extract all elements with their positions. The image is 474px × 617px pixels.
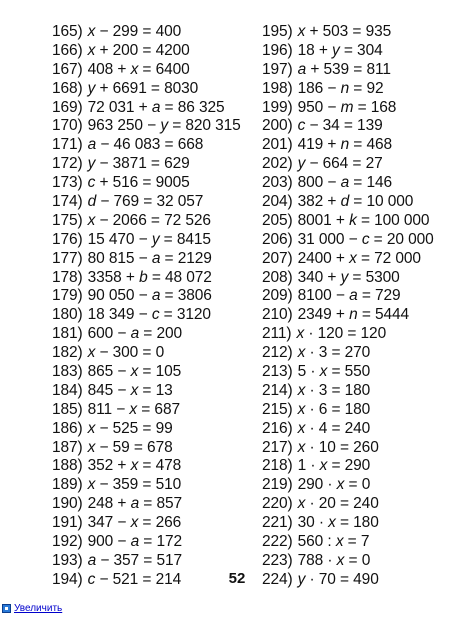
exercise-row xyxy=(262,23,434,42)
exercise-row xyxy=(262,193,434,212)
exercise-number: 181) xyxy=(52,325,83,343)
exercise-row xyxy=(262,457,434,476)
exercise-number: 192) xyxy=(52,533,83,551)
exercise-equation: d − 769 = 32 057 xyxy=(87,193,204,211)
exercise-equation: x · 10 = 260 xyxy=(297,438,379,456)
exercise-equation: x − 299 = 400 xyxy=(87,23,182,40)
exercise-number: 210) xyxy=(262,306,293,324)
exercise-row xyxy=(52,269,241,288)
exercise-row xyxy=(262,344,434,363)
exercise-number: 197) xyxy=(262,60,293,78)
exercise-equation: a + 539 = 811 xyxy=(297,60,391,78)
exercise-equation: 72 031 + a = 86 325 xyxy=(87,98,225,116)
exercise-row xyxy=(52,231,241,250)
exercise-equation: x · 6 = 180 xyxy=(297,400,371,418)
exercise-number: 168) xyxy=(52,79,83,97)
exercise-equation: 382 + d = 10 000 xyxy=(297,193,414,211)
exercise-row xyxy=(52,42,241,61)
exercise-row xyxy=(262,212,434,231)
exercise-number: 169) xyxy=(52,98,83,116)
exercise-number: 211) xyxy=(262,325,292,343)
exercise-number: 173) xyxy=(52,174,83,192)
exercise-equation: 80 815 − a = 2129 xyxy=(87,249,212,267)
exercise-number: 218) xyxy=(262,457,293,475)
exercise-equation: 419 + n = 468 xyxy=(297,136,393,154)
exercise-number: 188) xyxy=(52,457,83,475)
exercise-row xyxy=(52,382,241,401)
exercise-row xyxy=(262,287,434,306)
exercise-row xyxy=(52,117,241,136)
exercise-row xyxy=(52,99,241,118)
exercise-equation: 408 + x = 6400 xyxy=(87,60,190,78)
exercise-row xyxy=(52,533,241,552)
exercise-number: 179) xyxy=(52,287,83,305)
exercise-equation: 5 · x = 550 xyxy=(297,363,371,381)
exercise-number: 186) xyxy=(52,419,83,437)
exercise-number: 217) xyxy=(262,438,293,456)
exercise-equation: 3358 + b = 48 072 xyxy=(87,268,212,286)
exercise-number: 208) xyxy=(262,268,293,286)
exercise-number: 175) xyxy=(52,211,83,229)
exercise-row xyxy=(52,420,241,439)
exercise-equation: 18 349 − c = 3120 xyxy=(87,306,211,324)
exercise-equation: 186 − n = 92 xyxy=(297,79,384,97)
exercise-row xyxy=(262,269,434,288)
exercise-number: 190) xyxy=(52,495,83,513)
exercise-number: 198) xyxy=(262,79,293,97)
exercise-equation: 340 + y = 5300 xyxy=(297,268,400,286)
exercise-row xyxy=(52,439,241,458)
exercise-equation: y · 70 = 490 xyxy=(297,570,379,588)
exercise-row xyxy=(262,476,434,495)
exercise-number: 182) xyxy=(52,344,83,362)
exercise-number: 176) xyxy=(52,230,83,248)
exercise-number: 167) xyxy=(52,60,83,78)
exercise-row xyxy=(262,99,434,118)
exercise-number: 201) xyxy=(262,136,293,154)
exercise-equation: a − 357 = 517 xyxy=(87,551,183,569)
zoom-icon xyxy=(2,604,11,613)
exercise-row xyxy=(262,495,434,514)
exercise-row xyxy=(52,363,241,382)
exercise-row xyxy=(262,250,434,269)
exercise-equation: 845 − x = 13 xyxy=(87,381,173,399)
exercise-row xyxy=(262,439,434,458)
exercise-row xyxy=(262,382,434,401)
exercise-equation: x − 300 = 0 xyxy=(87,344,165,362)
exercise-equation: 950 − m = 168 xyxy=(297,98,397,116)
exercise-number: 223) xyxy=(262,551,293,569)
exercise-equation: 8001 + k = 100 000 xyxy=(297,211,430,229)
exercise-row xyxy=(52,325,241,344)
exercise-row xyxy=(52,136,241,155)
exercise-number: 165) xyxy=(52,23,83,40)
exercise-number: 194) xyxy=(52,570,83,588)
exercise-number: 193) xyxy=(52,551,83,569)
exercise-row xyxy=(262,117,434,136)
exercise-number: 199) xyxy=(262,98,293,116)
exercise-equation: 600 − a = 200 xyxy=(87,325,183,343)
exercise-number: 205) xyxy=(262,211,293,229)
exercise-equation: 18 + y = 304 xyxy=(297,41,383,59)
exercise-equation: y − 3871 = 629 xyxy=(87,155,190,173)
exercise-row xyxy=(262,42,434,61)
exercise-number: 170) xyxy=(52,117,83,135)
exercise-number: 221) xyxy=(262,514,293,532)
exercise-row xyxy=(262,363,434,382)
exercise-equation: 2400 + x = 72 000 xyxy=(297,249,421,267)
exercise-row xyxy=(262,552,434,571)
exercise-row xyxy=(52,306,241,325)
exercise-equation: c − 521 = 214 xyxy=(87,570,182,588)
exercise-equation: y + 6691 = 8030 xyxy=(87,79,199,97)
exercise-number: 213) xyxy=(262,363,293,381)
exercise-equation: a − 46 083 = 668 xyxy=(87,136,204,154)
exercise-equation: c + 516 = 9005 xyxy=(87,174,190,192)
exercise-equation: x − 2066 = 72 526 xyxy=(87,211,211,229)
exercise-number: 203) xyxy=(262,174,293,192)
exercise-equation: x + 503 = 935 xyxy=(297,23,392,40)
exercise-number: 183) xyxy=(52,363,83,381)
exercise-equation: 560 : x = 7 xyxy=(297,533,370,551)
exercise-number: 196) xyxy=(262,41,293,59)
exercise-equation: 15 470 − y = 8415 xyxy=(87,230,211,248)
exercise-row xyxy=(262,136,434,155)
exercise-equation: x · 20 = 240 xyxy=(297,495,379,513)
exercise-row xyxy=(262,174,434,193)
exercise-equation: 865 − x = 105 xyxy=(87,363,182,381)
exercise-equation: 8100 − a = 729 xyxy=(297,287,401,305)
exercise-row xyxy=(52,80,241,99)
exercise-equation: 347 − x = 266 xyxy=(87,514,182,532)
exercise-number: 180) xyxy=(52,306,83,324)
exercise-equation: 30 · x = 180 xyxy=(297,514,379,532)
exercise-number: 174) xyxy=(52,193,83,211)
exercise-equation: x · 3 = 270 xyxy=(297,344,371,362)
exercise-row xyxy=(262,514,434,533)
exercise-number: 191) xyxy=(52,514,83,532)
exercise-row xyxy=(262,306,434,325)
exercise-row xyxy=(52,476,241,495)
exercise-number: 184) xyxy=(52,381,83,399)
exercise-number: 202) xyxy=(262,155,293,173)
exercise-number: 187) xyxy=(52,438,83,456)
exercise-number: 177) xyxy=(52,249,83,267)
exercise-number: 195) xyxy=(262,23,293,40)
exercise-row xyxy=(262,231,434,250)
exercise-equation: c − 34 = 139 xyxy=(297,117,383,135)
right-exercise-column xyxy=(262,23,434,590)
exercise-equation: 2349 + n = 5444 xyxy=(297,306,410,324)
exercise-equation: 248 + a = 857 xyxy=(87,495,183,513)
exercise-number: 171) xyxy=(52,136,83,154)
exercise-row xyxy=(52,457,241,476)
exercise-row xyxy=(52,514,241,533)
exercise-row xyxy=(52,193,241,212)
exercise-number: 215) xyxy=(262,400,293,418)
exercise-row xyxy=(262,325,434,344)
zoom-link-label: Увеличить xyxy=(14,603,63,614)
exercise-equation: 1 · x = 290 xyxy=(297,457,371,475)
exercise-number: 207) xyxy=(262,249,293,267)
exercise-number: 172) xyxy=(52,155,83,173)
exercise-number: 206) xyxy=(262,230,293,248)
exercise-number: 216) xyxy=(262,419,293,437)
exercise-row xyxy=(52,344,241,363)
zoom-link[interactable] xyxy=(2,603,62,614)
exercise-number: 200) xyxy=(262,117,293,135)
exercise-number: 212) xyxy=(262,344,293,362)
exercise-row xyxy=(52,287,241,306)
exercise-number: 189) xyxy=(52,476,83,494)
exercise-equation: 788 · x = 0 xyxy=(297,551,371,569)
exercise-row xyxy=(262,61,434,80)
exercise-row xyxy=(52,174,241,193)
exercise-row xyxy=(52,212,241,231)
exercise-equation: 290 · x = 0 xyxy=(297,476,371,494)
exercise-row xyxy=(52,495,241,514)
exercise-equation: 900 − a = 172 xyxy=(87,533,183,551)
exercise-row xyxy=(262,80,434,99)
exercise-row xyxy=(262,401,434,420)
exercise-number: 209) xyxy=(262,287,293,305)
exercise-equation: 31 000 − c = 20 000 xyxy=(297,230,434,248)
exercise-equation: 90 050 − a = 3806 xyxy=(87,287,212,305)
exercise-row xyxy=(52,250,241,269)
exercise-number: 185) xyxy=(52,400,83,418)
exercise-equation: x − 525 = 99 xyxy=(87,419,173,437)
exercise-equation: 352 + x = 478 xyxy=(87,457,182,475)
exercise-number: 224) xyxy=(262,570,293,588)
exercise-equation: x + 200 = 4200 xyxy=(87,41,190,59)
exercise-number: 220) xyxy=(262,495,293,513)
left-exercise-column xyxy=(52,23,241,590)
exercise-equation: x · 120 = 120 xyxy=(296,325,387,343)
exercise-equation: 800 − a = 146 xyxy=(297,174,393,192)
exercise-equation: x − 359 = 510 xyxy=(87,476,182,494)
exercise-row xyxy=(52,61,241,80)
exercise-row xyxy=(262,155,434,174)
exercise-equation: 811 − x = 687 xyxy=(87,400,180,418)
exercise-equation: x − 59 = 678 xyxy=(87,438,173,456)
exercise-number: 178) xyxy=(52,268,83,286)
exercise-number: 204) xyxy=(262,193,293,211)
page-number: 52 xyxy=(228,570,246,587)
exercise-row xyxy=(52,23,241,42)
exercise-row xyxy=(52,552,241,571)
exercise-equation: x · 3 = 180 xyxy=(297,381,371,399)
exercise-equation: y − 664 = 27 xyxy=(297,155,383,173)
exercise-equation: x · 4 = 240 xyxy=(297,419,371,437)
exercise-equation: 963 250 − y = 820 315 xyxy=(87,117,241,135)
exercise-row xyxy=(52,401,241,420)
exercise-number: 214) xyxy=(262,381,293,399)
exercise-row xyxy=(262,420,434,439)
exercise-row xyxy=(52,155,241,174)
exercise-row xyxy=(262,533,434,552)
exercise-number: 222) xyxy=(262,533,293,551)
exercise-number: 219) xyxy=(262,476,293,494)
exercise-number: 166) xyxy=(52,41,83,59)
